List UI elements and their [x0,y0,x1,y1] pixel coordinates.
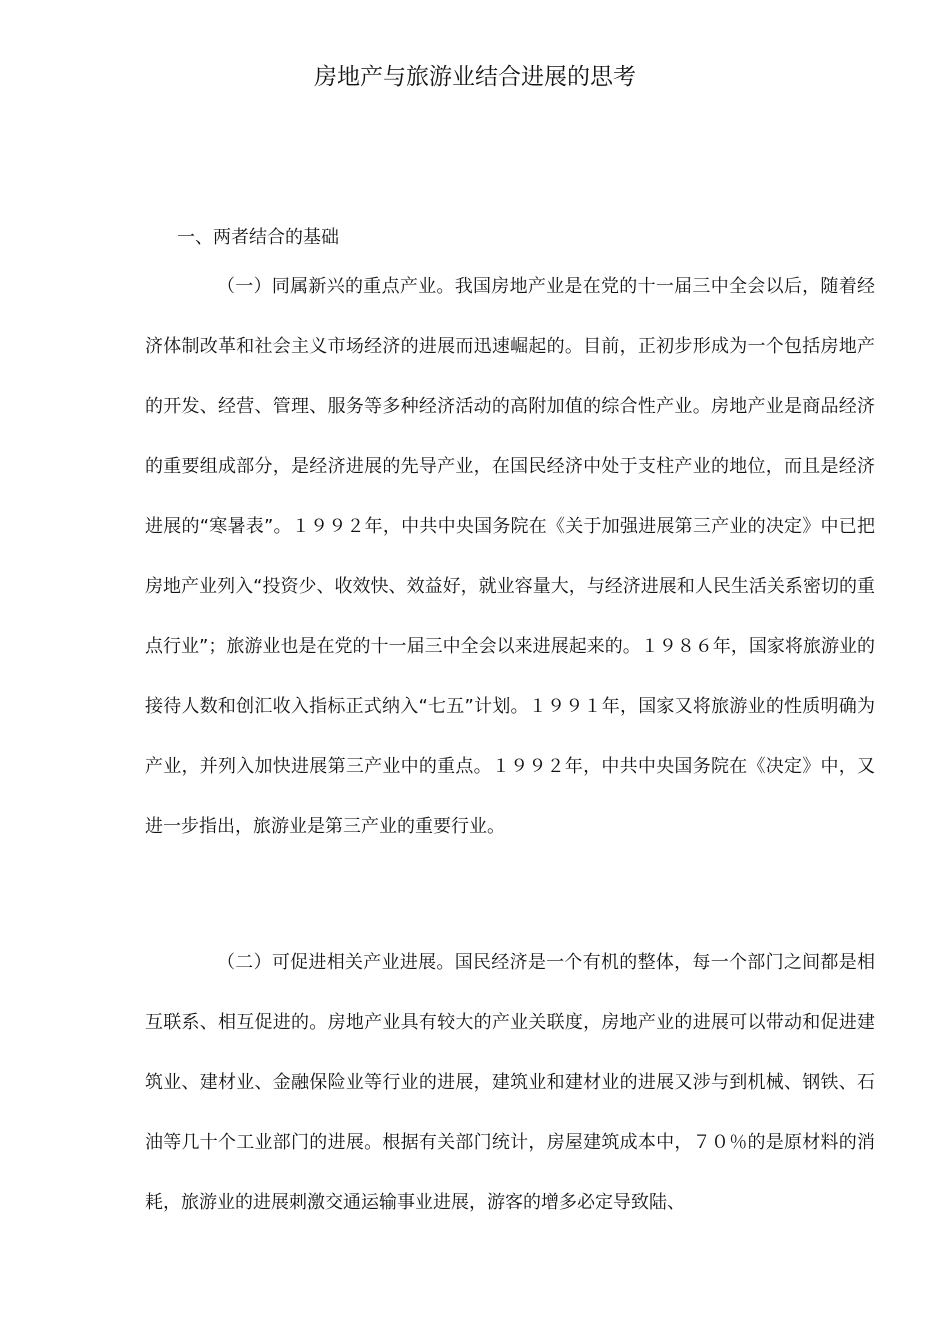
section-heading: 一、两者结合的基础 [177,227,339,248]
document-title: 房地产与旅游业结合进展的思考 [314,64,636,90]
paragraph-industry-status: （一）同属新兴的重点产业。我国房地产业是在党的十一届三中全会以后，随着经济体制改革和社会主义市场经济的进展而迅速崛起的。目前，正初步形成为一个包括房地产的开发、经营、管理、服务等多种经济活动的高附加值的综合性产业。房地产业是商品经济的重要组成部分，是经济进展的先导产业，在国民经济中处于支柱产业的地位，而且是经济进展的“寒暑表”。１９９２年，中共中央国务院在《关于加强进展第三产业的决定》中已把房地产业列入“投资少、收效快、效益好，就业容量大，与经济进展和人民生活关系密切的重点行业”；旅游业也是在党的十一届三中全会以来进展起来的。１９８６年，国家将旅游业的接待人数和创汇收入指标正式纳入“七五”计划。１９９１年，国家又将旅游业的性质明确为产业，并列入加快进展第三产业中的重点。１９９２年，中共中央国务院在《决定》中，又进一步指出，旅游业是第三产业的重要行业。 [145,276,875,837]
paragraph-related-industries: （二）可促进相关产业进展。国民经济是一个有机的整体，每一个部门之间都是相互联系、相互促进的。房地产业具有较大的产业关联度，房地产业的进展可以带动和促进建筑业、建材业、金融保险业等行业的进展，建筑业和建材业的进展又涉与到机械、钢铁、石油等几十个工业部门的进展。根据有关部门统计，房屋建筑成本中，７０％的是原材料的消耗，旅游业的进展刺激交通运输事业进展，游客的增多必定导致陆、 [145,952,875,1213]
